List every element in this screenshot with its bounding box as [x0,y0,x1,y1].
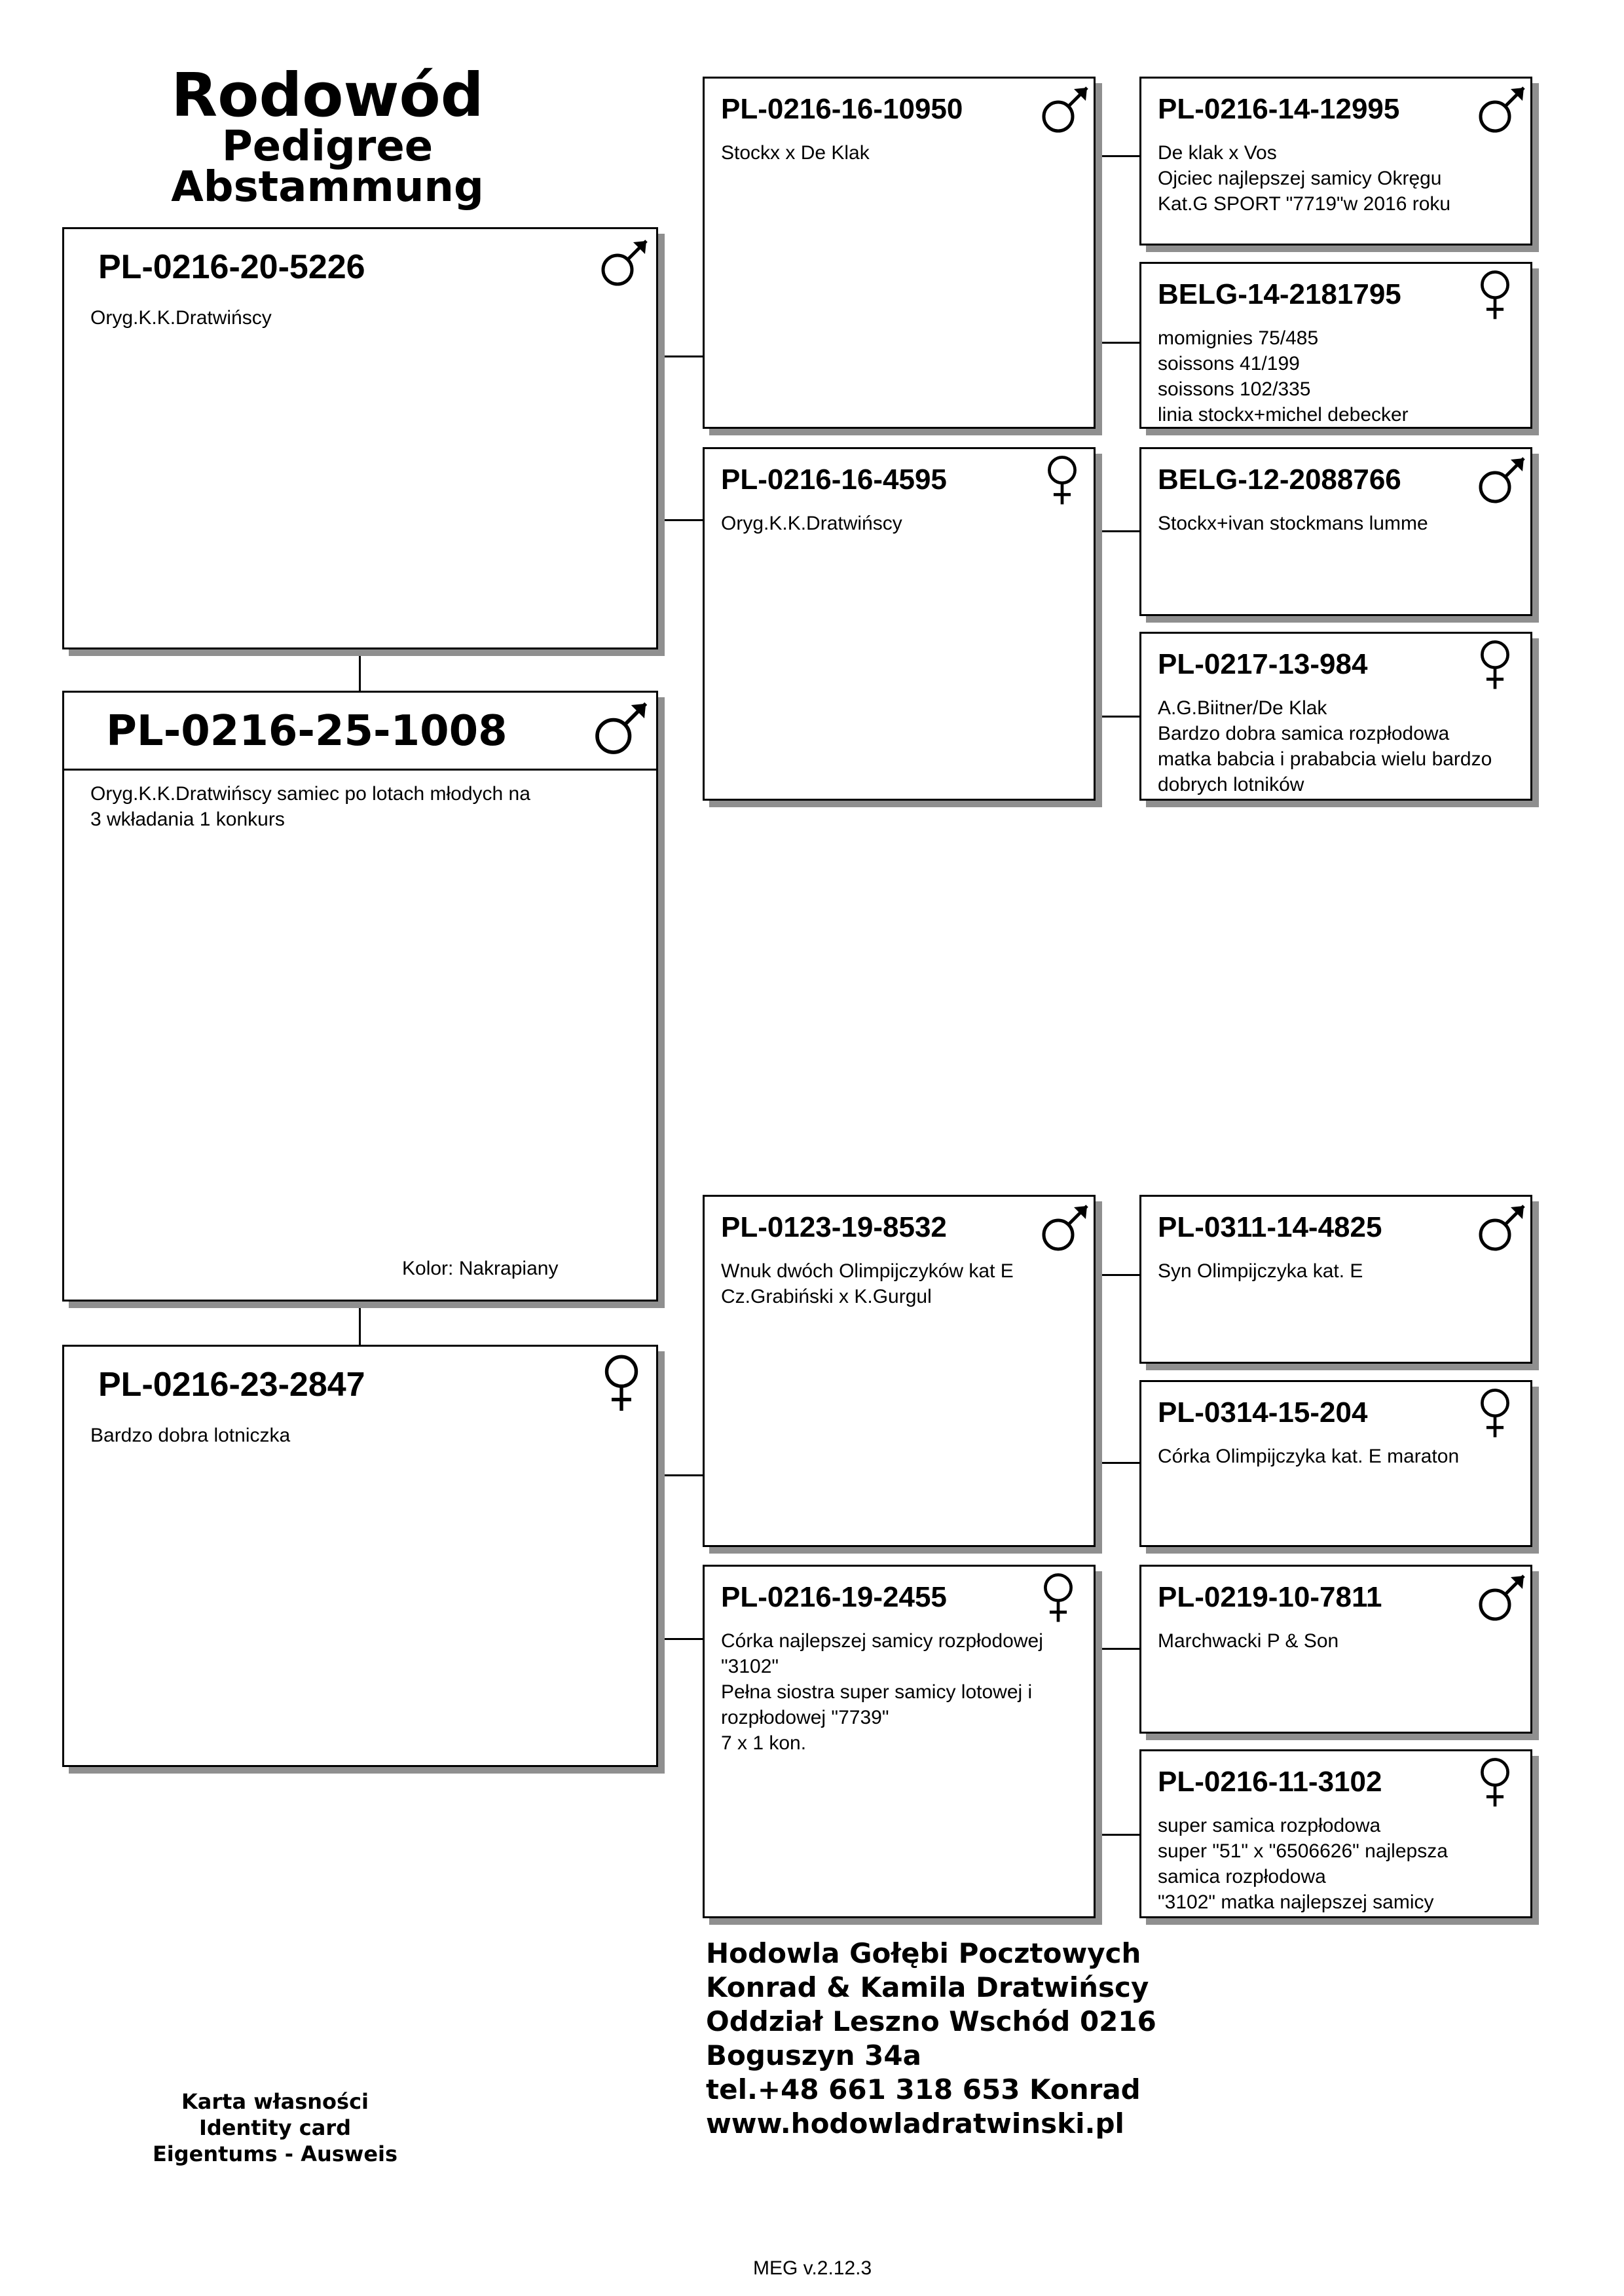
subject-ring-number: PL-0216-25-1008 [106,707,507,756]
connector-mf-greats [1094,1274,1141,1276]
fm-ring-number: PL-0216-16-4595 [721,464,947,496]
female-sign-icon [1040,1571,1077,1624]
mm-card [703,1565,1096,1918]
connector-subject-mother [359,1300,361,1345]
female-sign-icon [1044,453,1080,507]
mff-card [1139,1195,1532,1364]
male-sign-icon [591,699,650,758]
mfm-ring-number: PL-0314-15-204 [1158,1396,1368,1429]
ff-ring-number: PL-0216-16-10950 [721,93,963,125]
female-sign-icon [1477,268,1513,321]
ff-card [703,77,1096,429]
card-label-pl: Karta własności [181,2089,369,2114]
mmm-ring-number: PL-0216-11-3102 [1158,1766,1382,1798]
female-sign-icon [1477,638,1513,691]
connector-mm-greats [1094,1648,1141,1650]
title-pedigree: Pedigree [221,122,434,171]
female-sign-icon [1477,1755,1513,1809]
version-label: MEG v.2.12.3 [753,2257,872,2279]
father-card [62,227,658,649]
connector-father-grandparents [657,519,704,521]
mmf-card [1139,1565,1532,1734]
male-sign-icon [1039,1202,1091,1254]
connector-father-grandparents [657,355,704,357]
mmf-ring-number: PL-0219-10-7811 [1158,1581,1382,1613]
mfm-card [1139,1380,1532,1547]
connector-ff-greats [1094,342,1141,344]
subject-description: Oryg.K.K.Dratwińscy samiec po lotach młodych na 3 wkładania 1 konkurs [90,783,530,830]
male-sign-icon [1475,454,1528,507]
fmm-card [1139,632,1532,801]
connector-ff-greats [1094,155,1141,157]
ffm-ring-number: BELG-14-2181795 [1158,278,1401,310]
connector-father-subject [359,648,361,691]
fmf-ring-number: BELG-12-2088766 [1158,464,1401,496]
male-sign-icon [1039,84,1091,136]
mf-ring-number: PL-0123-19-8532 [721,1211,947,1243]
female-sign-icon [600,1353,643,1412]
mother-description: Bardzo dobra lotniczka [90,1425,291,1446]
mother-card [62,1345,658,1767]
subject-header-divider [64,769,656,771]
mmm-card [1139,1749,1532,1918]
connector-fm-greats [1094,716,1141,718]
title-abstammung: Abstammung [171,163,484,211]
subject-color: Kolor: Nakrapiany [402,1258,559,1279]
mmm-description: super samica rozpłodowa super "51" x "6506626" najlepsza samica rozpłodowa "3102" matka najlepszej samicy [1158,1815,1448,1913]
connector-fm-greats [1094,530,1141,532]
fff-ring-number: PL-0216-14-12995 [1158,93,1400,125]
fmf-description: Stockx+ivan stockmans lumme [1158,513,1428,534]
fmf-card [1139,447,1532,616]
male-sign-icon [598,237,650,289]
ffm-description: momignies 75/485 soissons 41/199 soissons 102/335 linia stockx+michel debecker [1158,327,1409,426]
mff-ring-number: PL-0311-14-4825 [1158,1211,1382,1243]
card-label-en: Identity card [198,2115,352,2140]
mf-card [703,1195,1096,1547]
fff-card [1139,77,1532,246]
female-sign-icon [1477,1386,1513,1440]
mother-ring-number: PL-0216-23-2847 [98,1366,365,1404]
mm-description: Córka najlepszej samicy rozpłodowej "3102" Pełna siostra super samicy lotowej i rozpłodowej "7739" 7 x 1 kon. [721,1630,1043,1754]
fm-card [703,447,1096,801]
father-ring-number: PL-0216-20-5226 [98,248,365,286]
ffm-card [1139,262,1532,429]
ff-description: Stockx x De Klak [721,142,870,164]
male-sign-icon [1475,1202,1528,1254]
male-sign-icon [1475,1572,1528,1624]
fmm-description: A.G.Biitner/De Klak Bardzo dobra samica rozpłodowa matka babcia i prababcia wielu bardzo dobrych lotników [1158,697,1492,795]
breeder-info: Hodowla Gołębi Pocztowych Konrad & Kamila Dratwińscy Oddział Leszno Wschód 0216 Boguszyn 34a tel.+48 661 318 653 Konrad www.hodowladratwinski.pl [706,1937,1156,2140]
fff-description: De klak x Vos Ojciec najlepszej samicy Okręgu Kat.G SPORT "7719"w 2016 roku [1158,142,1451,215]
subject-card [62,691,658,1302]
fm-description: Oryg.K.K.Dratwińscy [721,513,902,534]
father-description: Oryg.K.K.Dratwińscy [90,307,272,329]
connector-mother-grandparents [657,1638,704,1640]
mff-description: Syn Olimpijczyka kat. E [1158,1260,1363,1282]
mf-description: Wnuk dwóch Olimpijczyków kat E Cz.Grabiński x K.Gurgul [721,1260,1014,1307]
mmf-description: Marchwacki P & Son [1158,1630,1339,1652]
title-rodowod: Rodowód [171,60,484,130]
mfm-description: Córka Olimpijczyka kat. E maraton [1158,1446,1460,1467]
fmm-ring-number: PL-0217-13-984 [1158,648,1368,680]
connector-mm-greats [1094,1834,1141,1836]
connector-mother-grandparents [657,1474,704,1476]
mm-ring-number: PL-0216-19-2455 [721,1581,947,1613]
connector-mf-greats [1094,1462,1141,1464]
card-label-de: Eigentums - Ausweis [152,2141,398,2166]
male-sign-icon [1475,84,1528,136]
